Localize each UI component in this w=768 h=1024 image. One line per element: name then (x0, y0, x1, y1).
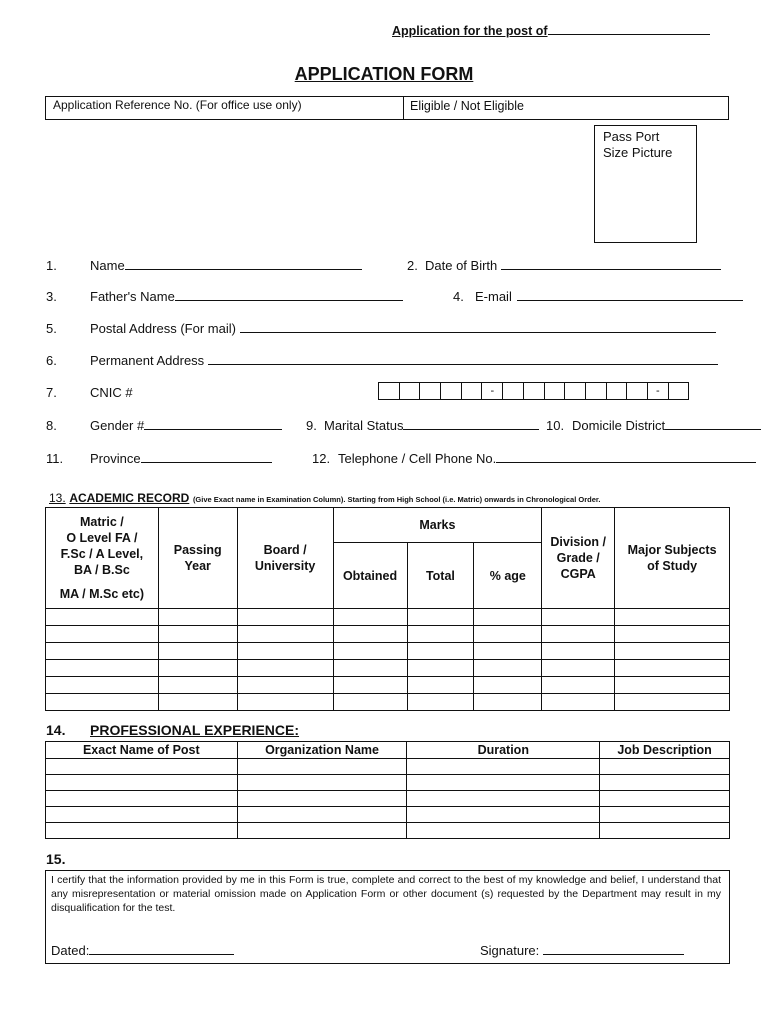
cnic-digit[interactable] (440, 382, 462, 400)
cnic-digit[interactable] (626, 382, 648, 400)
experience-table (45, 741, 730, 839)
field-email: 4. E-mail (453, 288, 743, 304)
cnic-digit[interactable] (523, 382, 545, 400)
gender-input[interactable] (144, 417, 282, 430)
experience-title: PROFESSIONAL EXPERIENCE: (90, 722, 300, 738)
permanent-address-input[interactable] (208, 352, 718, 365)
academic-table (45, 507, 730, 711)
col-subjects: Major Subjects of Study (615, 508, 730, 609)
father-name-label: Father's Name (90, 289, 175, 304)
reference-label: Application Reference No. (For office use only) (46, 97, 404, 119)
field-dob: 2. Date of Birth (407, 257, 721, 273)
table-row (46, 609, 730, 626)
table-row (46, 660, 730, 677)
reference-box (45, 96, 729, 120)
col-obtained: Obtained (333, 543, 407, 609)
name-label: Name (90, 258, 125, 273)
field-postal-address: 5. Postal Address (For mail) (46, 320, 716, 336)
postal-address-input[interactable] (240, 320, 716, 333)
col-percentage: % age (474, 543, 542, 609)
dob-label: Date of Birth (425, 258, 498, 273)
col-passing-year: Passing Year (158, 508, 237, 609)
declaration-number: 15. (46, 851, 66, 867)
cnic-digit[interactable] (461, 382, 483, 400)
signature-input[interactable] (543, 942, 684, 955)
field-telephone: 12. Telephone / Cell Phone No. (312, 450, 756, 466)
marital-status-label: Marital Status (324, 418, 404, 433)
name-input[interactable] (125, 257, 362, 270)
cnic-digit[interactable] (419, 382, 441, 400)
email-label: E-mail (475, 289, 512, 304)
col-degree: Matric / O Level FA / F.Sc / A Level, BA / B.Sc MA / M.Sc etc) (46, 508, 159, 609)
academic-section-heading: 13. ACADEMIC RECORD (Give Exact name in Examination Column). Starting from High School (i.e. Matric) onwards in Chronological Order. (49, 491, 601, 505)
table-row (46, 759, 730, 775)
col-organization: Organization Name (237, 742, 407, 759)
col-job-description: Job Description (600, 742, 730, 759)
page-title: APPLICATION FORM (294, 64, 474, 84)
dated-field (51, 942, 234, 958)
dated-input[interactable] (89, 942, 234, 955)
cnic-digit[interactable] (606, 382, 628, 400)
domicile-label: Domicile District (572, 418, 666, 433)
photo-label-2: Size Picture (603, 145, 673, 160)
email-input[interactable] (517, 288, 743, 301)
declaration-text: I certify that the information provided by me in this Form is true, complete and correct to the best of my knowledge and belief, I understand that any misrepresentation or material omission made on Application Form or other document (s) requested by the Department may result in my disqualification for the test. (51, 874, 721, 914)
declaration-box (45, 870, 730, 964)
eligibility-label: Eligible / Not Eligible (410, 99, 524, 113)
col-total: Total (407, 543, 474, 609)
col-marks: Marks (333, 508, 542, 543)
col-post-name: Exact Name of Post (46, 742, 238, 759)
field-name: 1. Name (46, 257, 362, 273)
field-permanent-address: 6. Permanent Address (46, 352, 718, 368)
signature-field (480, 942, 684, 958)
table-row (46, 643, 730, 660)
table-row (46, 807, 730, 823)
permanent-address-label: Permanent Address (90, 353, 205, 368)
cnic-digit[interactable] (585, 382, 607, 400)
experience-section-heading: 14. PROFESSIONAL EXPERIENCE: (46, 722, 300, 738)
field-gender: 8. Gender # (46, 417, 282, 433)
col-board: Board / University (237, 508, 333, 609)
gender-label: Gender # (90, 418, 145, 433)
signature-label: Signature: (480, 943, 540, 958)
table-row (46, 677, 730, 694)
marital-status-input[interactable] (403, 417, 539, 430)
academic-title: ACADEMIC RECORD (69, 491, 190, 505)
cnic-label: CNIC # (90, 385, 133, 400)
table-row (46, 775, 730, 791)
cnic-digit[interactable] (502, 382, 524, 400)
cnic-digit[interactable] (378, 382, 400, 400)
telephone-label: Telephone / Cell Phone No. (338, 451, 497, 466)
telephone-input[interactable] (496, 450, 756, 463)
cnic-digit[interactable] (564, 382, 586, 400)
col-division: Division / Grade / CGPA (542, 508, 615, 609)
province-label: Province (90, 451, 141, 466)
table-row (46, 626, 730, 643)
table-row (46, 791, 730, 807)
cnic-digit[interactable] (399, 382, 421, 400)
photo-label-1: Pass Port (603, 129, 660, 144)
dob-input[interactable] (501, 257, 721, 270)
cnic-separator: - (647, 382, 669, 400)
father-name-input[interactable] (175, 288, 403, 301)
field-domicile: 10. Domicile District (546, 417, 761, 433)
domicile-input[interactable] (665, 417, 761, 430)
cnic-separator: - (481, 382, 503, 400)
post-applied-label: Application for the post of (392, 24, 548, 38)
table-row (46, 823, 730, 839)
field-marital-status: 9. Marital Status (306, 417, 539, 433)
table-row (46, 694, 730, 711)
field-father-name: 3. Father's Name (46, 288, 403, 304)
cnic-input-boxes[interactable] (379, 382, 689, 400)
post-applied-input[interactable] (548, 22, 710, 35)
cnic-digit[interactable] (668, 382, 690, 400)
field-province: 11. Province (46, 450, 272, 466)
province-input[interactable] (141, 450, 272, 463)
post-applied-line (392, 22, 710, 38)
photo-box[interactable] (594, 125, 697, 243)
cnic-digit[interactable] (544, 382, 566, 400)
col-duration: Duration (407, 742, 600, 759)
academic-note: (Give Exact name in Examination Column). Starting from High School (i.e. Matric) onwards in Chronological Order. (192, 495, 601, 504)
postal-address-label: Postal Address (For mail) (90, 321, 236, 336)
field-cnic: 7. CNIC # (46, 385, 133, 400)
dated-label: Dated: (51, 943, 90, 958)
